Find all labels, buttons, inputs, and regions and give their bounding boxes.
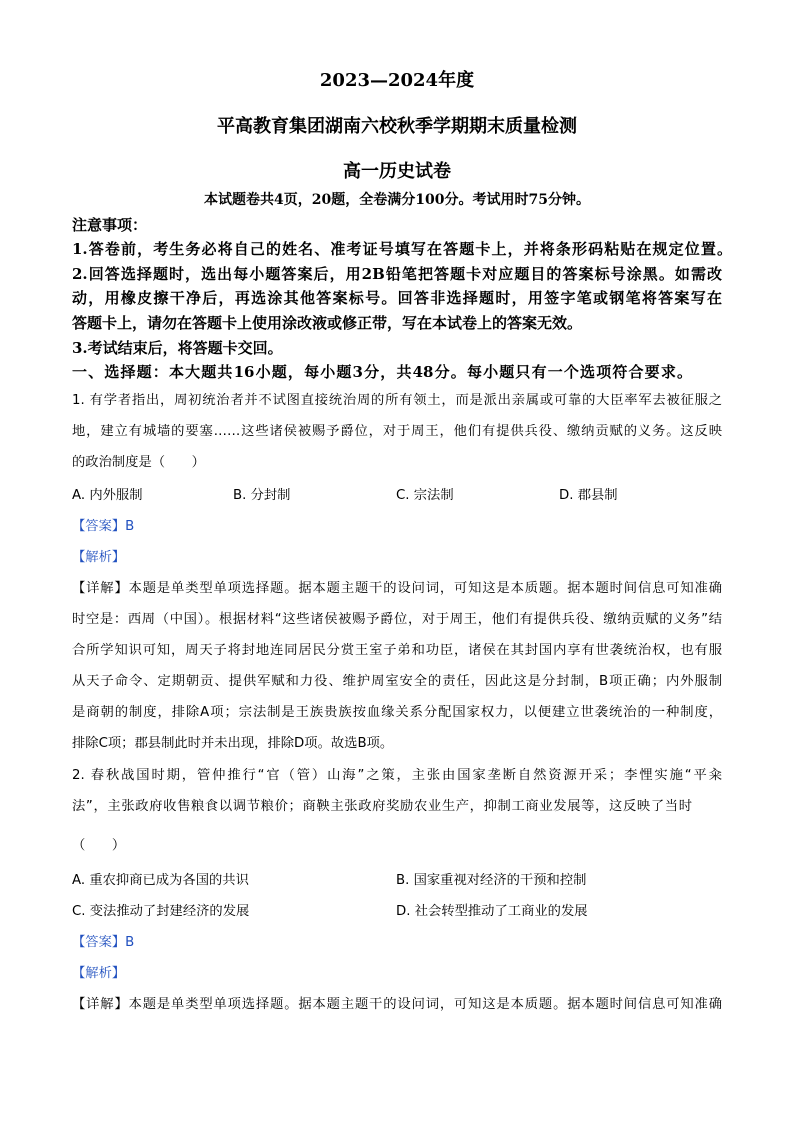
question-1-analysis-label: 【解析】 xyxy=(72,550,126,565)
question-1-answer: 【答案】B xyxy=(72,519,135,534)
question-2-detail: 【详解】本题是单类型单项选择题。据本题主题干的设问词，可知这是本质题。据本题时间信息可知准确 xyxy=(72,997,722,1012)
question-1-detail: 是商朝的制度，排除A项；宗法制是王族贵族按血缘关系分配国家权力，以便建立世袭统治的一种制度， xyxy=(72,705,722,720)
question-2-answer: 【答案】B xyxy=(72,935,135,950)
question-2-option-d: D. 社会转型推动了工商业的发展 xyxy=(396,904,588,919)
question-2-text: 2. 春秋战国时期，管仲推行“官（管）山海”之策，主张由国家垄断自然资源开采；李悝实施“平籴 xyxy=(72,768,722,783)
section-heading: 一、选择题：本大题共16小题，每小题3分，共48分。每小题只有一个选项符合要求。 xyxy=(72,363,692,381)
question-1-text: 地，建立有城墙的要塞……这些诸侯被赐予爵位，对于周王，他们有提供兵役、缴纳贡赋的义务。这反映 xyxy=(72,424,722,439)
question-1-option-b: B. 分封制 xyxy=(233,488,291,503)
question-1-text: 的政治制度是（ ） xyxy=(72,455,205,470)
question-2-text: （ ） xyxy=(72,838,126,853)
question-2-text: 法”，主张政府收售粮食以调节粮价；商鞅主张政府奖励农业生产，抑制工商业发展等，这反映了当时 xyxy=(72,799,692,814)
question-1-option-c: C. 宗法制 xyxy=(396,488,454,503)
question-1-text: 1. 有学者指出，周初统治者并不试图直接统治周的所有领土，而是派出亲属或可靠的大臣率军去被征服之 xyxy=(72,393,722,408)
exam-organization: 平高教育集团湖南六校秋季学期期末质量检测 xyxy=(217,116,577,137)
exam-year: 2023—2024年度 xyxy=(319,70,475,91)
notice-item: 动，用橡皮擦干净后，再选涂其他答案标号。回答非选择题时，用签字笔或钢笔将答案写在 xyxy=(72,289,722,307)
question-1-detail: 排除C项；郡县制此时并未出现，排除D项。故选B项。 xyxy=(72,736,394,751)
notice-item: 1.答卷前，考生务必将自己的姓名、准考证号填写在答题卡上，并将条形码粘贴在规定位置。 xyxy=(72,240,732,258)
question-2-option-c: C. 变法推动了封建经济的发展 xyxy=(72,904,250,919)
question-1-detail: 从天子命令、定期朝贡、提供军赋和力役、维护周室安全的责任，因此这是分封制，B项正确；内外服制 xyxy=(72,674,722,689)
question-1-detail: 合所学知识可知，周天子将封地连同居民分赏王室子弟和功臣，诸侯在其封国内享有世袭统治权，也有服 xyxy=(72,643,722,658)
question-1-option-a: A. 内外服制 xyxy=(72,488,143,503)
notice-item: 答题卡上，请勿在答题卡上使用涂改液或修正带，写在本试卷上的答案无效。 xyxy=(72,314,583,332)
question-2-analysis-label: 【解析】 xyxy=(72,966,126,981)
notice-item: 3.考试结束后，将答题卡交回。 xyxy=(72,339,283,357)
notice-item: 2.回答选择题时，选出每小题答案后，用2B铅笔把答题卡对应题目的答案标号涂黑。如需改 xyxy=(72,265,722,283)
question-2-option-b: B. 国家重视对经济的干预和控制 xyxy=(396,873,587,888)
question-1-detail: 时空是：西周（中国）。根据材料“这些诸侯被赐予爵位，对于周王，他们有提供兵役、缴纳贡赋的义务”结 xyxy=(72,612,722,627)
exam-title: 高一历史试卷 xyxy=(343,161,451,182)
question-2-option-a: A. 重农抑商已成为各国的共识 xyxy=(72,873,249,888)
question-1-option-d: D. 郡县制 xyxy=(559,488,618,503)
question-1-detail: 【详解】本题是单类型单项选择题。据本题主题干的设问词，可知这是本质题。据本题时间信息可知准确 xyxy=(72,581,722,596)
notice-heading: 注意事项： xyxy=(72,216,148,234)
exam-summary: 本试题卷共4页，20题，全卷满分100分。考试用时75分钟。 xyxy=(204,192,590,208)
